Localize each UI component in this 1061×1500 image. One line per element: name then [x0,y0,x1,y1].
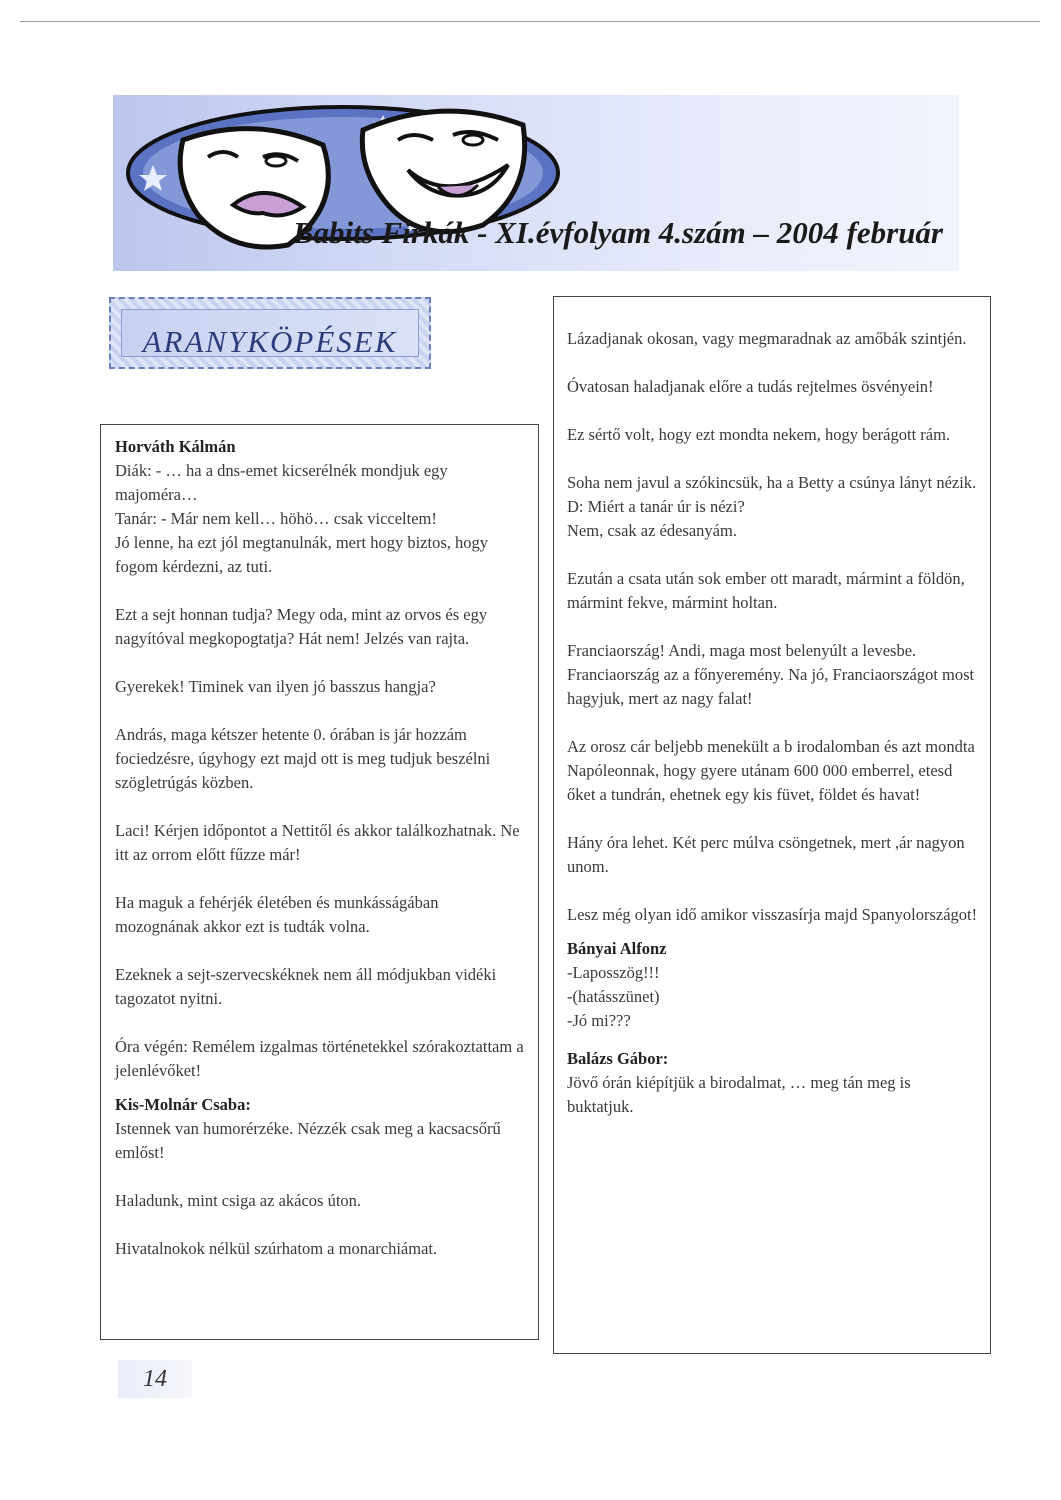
quote-line: Diák: - … ha a dns-emet kicserélnék mondjuk egy majoméra… [115,461,448,504]
teacher-name: Balázs Gábor: [567,1049,669,1068]
quote-line: Nem, csak az édesanyám. [567,521,737,540]
quote: András, maga kétszer hetente 0. órában is jár hozzám fociedzésre, úgyhogy ezt majd ott is meg tudjuk beszélni szögletrúgás közben. [115,725,491,792]
quote: Ezután a csata után sok ember ott maradt, mármint a földön, mármint fekve, mármint holtan. [567,569,965,612]
quote: Gyerekek! Timinek van ilyen jó basszus hangja? [115,677,436,696]
quote: Jövő órán kiépítjük a birodalmat, … meg tán meg is buktatjuk. [567,1073,911,1116]
quote: Ezeknek a sejt-szervecskéknek nem áll módjukban vidéki tagozatot nyitni. [115,965,497,1008]
quote-line: -Laposszög!!! [567,963,660,982]
quote: Jó lenne, ha ezt jól megtanulnák, mert hogy biztos, hogy fogom kérdezni, az tuti. [115,533,488,576]
quote: Istennek van humorérzéke. Nézzék csak meg a kacsacsőrű emlőst! [115,1119,501,1162]
quote: Lázadjanak okosan, vagy megmaradnak az amőbák szintjén. [567,329,967,348]
section-heading-panel [121,309,419,357]
header-title: Babits Firkák - XI.évfolyam 4.szám – 2004 február [292,215,943,250]
quote-line: Soha nem javul a szókincsük, ha a Betty a csúnya lányt nézik. [567,473,977,492]
quote: Haladunk, mint csiga az akácos úton. [115,1191,362,1210]
quote: Ez sértő volt, hogy ezt mondta nekem, hogy berágott rám. [567,425,951,444]
section-heading [109,297,431,369]
teacher-name: Kis-Molnár Csaba: [115,1095,251,1114]
quote: Az orosz cár beljebb menekült a b irodalomban és azt mondta Napóleonnak, hogy gyere utánam 600 000 emberrel, etesd őket a tundrán, ehetnek egy kis füvet, földet és havat! [567,737,975,804]
page-number: 14 [118,1360,192,1398]
quote: Franciaország! Andi, maga most belenyúlt a levesbe. Franciaország az a főnyeremény. Na jó, Franciaországot most hagyjuk, mert az nagy falat! [567,641,975,708]
quote: Óvatosan haladjanak előre a tudás rejtelmes ösvényein! [567,377,934,396]
quote-line: -(hatásszünet) [567,987,660,1006]
top-rule [20,21,1040,22]
quote-line: D: Miért a tanár úr is nézi? [567,497,745,516]
left-quote-column [100,424,539,1340]
quote-line: Tanár: - Már nem kell… höhö… csak vicceltem! [115,509,437,528]
quote: Laci! Kérjen időpontot a Nettitől és akkor találkozhatnak. Ne itt az orrom előtt fűzze már! [115,821,520,864]
quote: Hivatalnokok nélkül szúrhatom a monarchiámat. [115,1239,438,1258]
quote-line: -Jó mi??? [567,1011,631,1030]
right-quote-column [553,296,991,1354]
quote: Hány óra lehet. Két perc múlva csöngetnek, mert ,ár nagyon unom. [567,833,965,876]
header-banner [113,95,959,271]
quote: Óra végén: Remélem izgalmas történetekkel szórakoztattam a jelenlévőket! [115,1037,524,1080]
quote: Ha maguk a fehérjék életében és munkásságában mozognának akkor ezt is tudták volna. [115,893,439,936]
section-title: ARANYKÖPÉSEK [142,324,398,359]
teacher-name: Bányai Alfonz [567,939,667,958]
teacher-name: Horváth Kálmán [115,437,236,456]
quote: Lesz még olyan idő amikor visszasírja majd Spanyolországot! [567,905,978,924]
quote: Ezt a sejt honnan tudja? Megy oda, mint az orvos és egy nagyítóval megkopogtatja? Hát nem! Jelzés van rajta. [115,605,488,648]
